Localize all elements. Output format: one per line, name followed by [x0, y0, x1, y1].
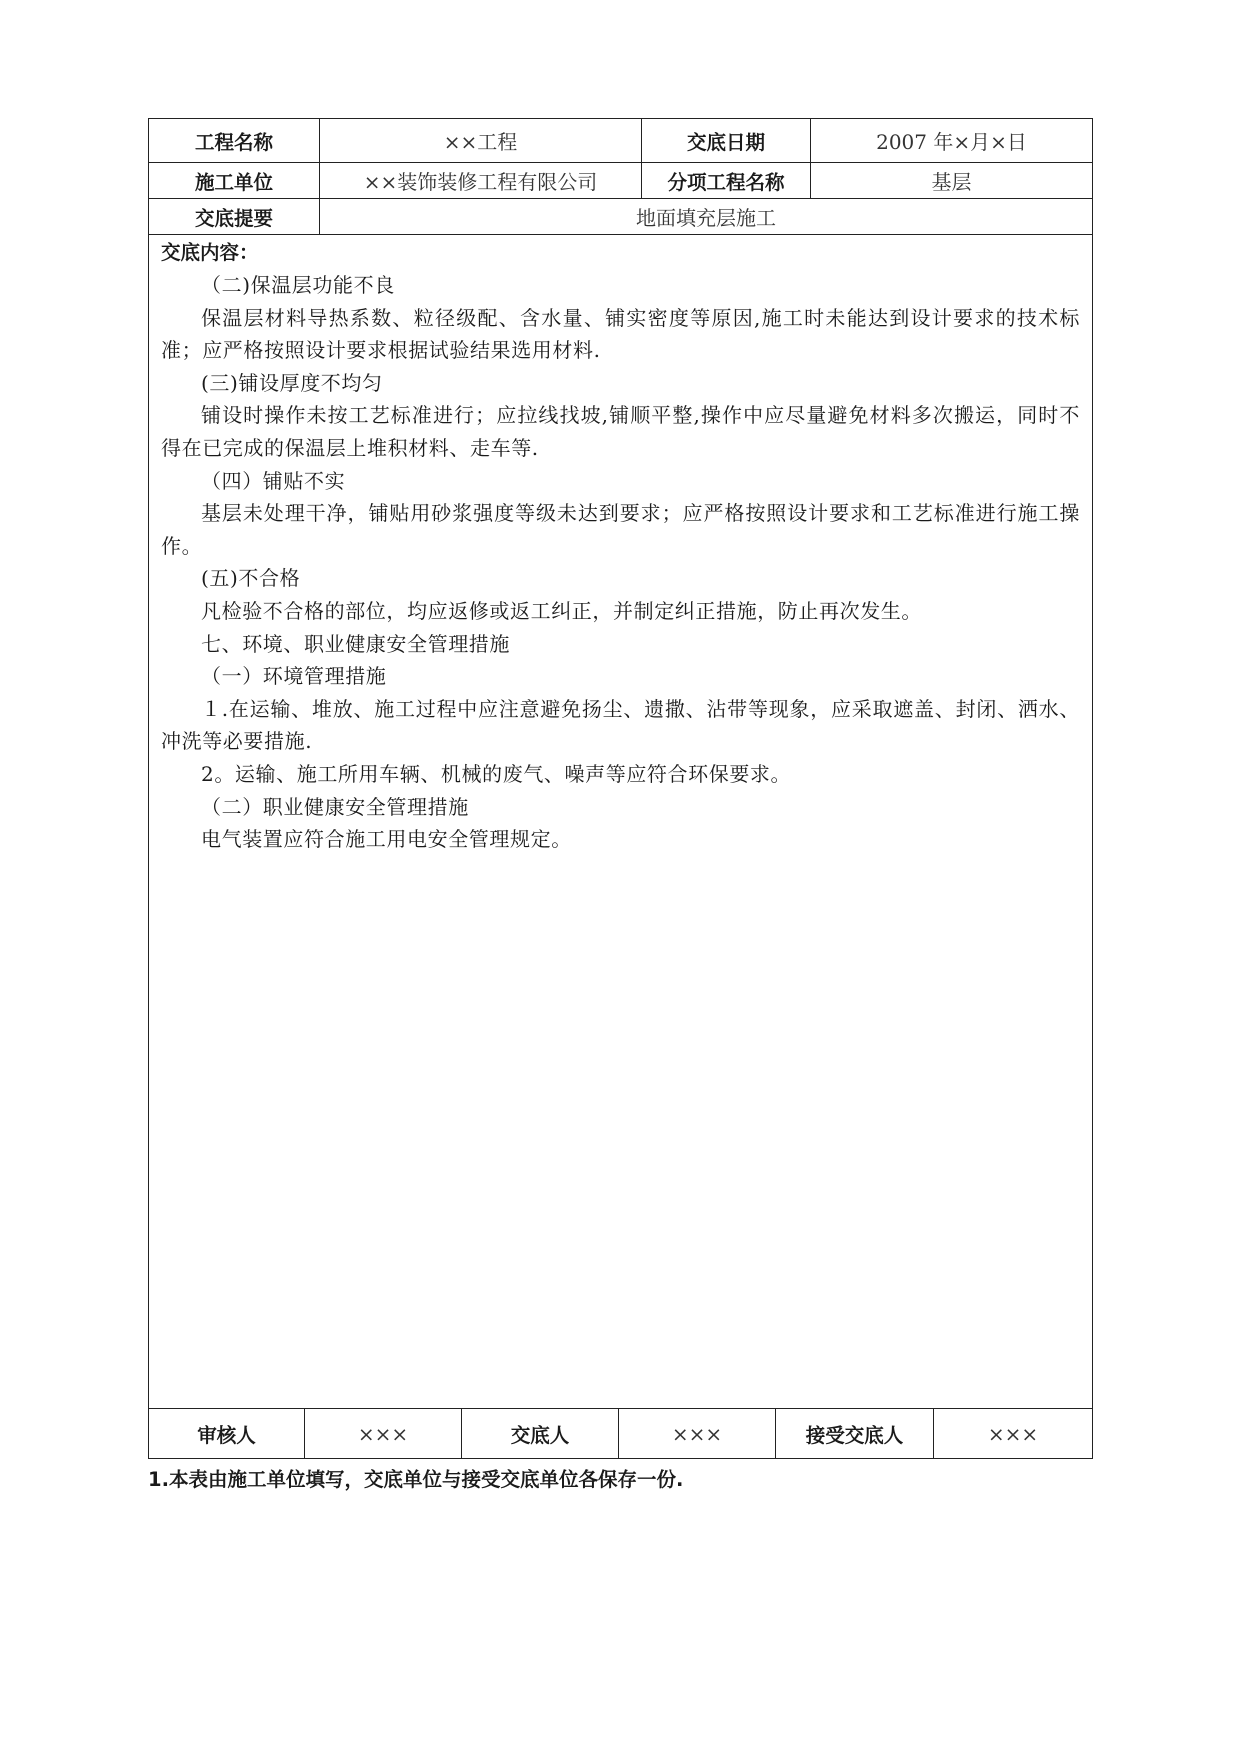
reviewer-label: 审核人	[149, 1409, 305, 1458]
summary-value: 地面填充层施工	[636, 206, 776, 230]
discloser-label: 交底人	[462, 1409, 619, 1458]
content-paragraph: １.在运输、堆放、施工过程中应注意避免扬尘、遗撒、沾带等现象，应采取遮盖、封闭、洒水、冲洗等必要措施.	[161, 696, 1080, 754]
content-paragraph: （二)保温层功能不良	[201, 273, 395, 297]
summary-label: 交底提要	[149, 199, 320, 234]
date-label: 交底日期	[642, 119, 811, 162]
project-name-label: 工程名称	[149, 119, 320, 162]
header-row-3	[149, 199, 1092, 235]
content-paragraph: （四）铺贴不实	[201, 468, 346, 493]
content-paragraph: 保温层材料导热系数、粒径级配、含水量、铺实密度等原因,施工时未能达到设计要求的技术标准；应严格按照设计要求根据试验结果选用材料.	[161, 305, 1080, 363]
content-paragraph: （一）环境管理措施	[201, 664, 387, 689]
content-paragraph: 凡检验不合格的部位，均应返修或返工纠正，并制定纠正措施，防止再次发生。	[201, 598, 922, 623]
content-paragraph: 七、环境、职业健康安全管理措施	[201, 631, 510, 656]
signature-row	[149, 1408, 1092, 1458]
subproject-value: 基层	[931, 170, 972, 194]
disclosure-form-table	[148, 118, 1093, 1459]
reviewer-value: ×××	[305, 1409, 462, 1458]
content-paragraph: 铺设时操作未按工艺标准进行；应拉线找坡,铺顺平整,操作中应尽量避免材料多次搬运，同时不得在已完成的保温层上堆积材料、走车等.	[161, 403, 1080, 460]
header-row-2	[149, 163, 1092, 199]
construction-unit-value: ××装饰装修工程有限公司	[320, 163, 642, 198]
content-paragraph: 电气装置应符合施工用电安全管理规定。	[201, 827, 572, 852]
content-paragraph: 2。运输、施工所用车辆、机械的废气、噪声等应符合环保要求。	[201, 761, 792, 786]
date-value: 2007 年×月×日	[876, 130, 1027, 154]
content-paragraph: (三)铺设厚度不均匀	[201, 370, 383, 395]
footnote: 1.本表由施工单位填写，交底单位与接受交底单位各保存一份.	[148, 1468, 684, 1491]
content-title: 交底内容：	[161, 241, 259, 264]
receiver-label: 接受交底人	[776, 1409, 934, 1458]
content-paragraph: 基层未处理干净，铺贴用砂浆强度等级未达到要求；应严格按照设计要求和工艺标准进行施工操作。	[161, 501, 1080, 558]
subproject-label: 分项工程名称	[642, 163, 811, 198]
construction-unit-label: 施工单位	[149, 163, 320, 198]
header-row-1	[149, 119, 1092, 163]
disclosure-content	[149, 237, 1092, 1527]
content-paragraph: (五)不合格	[201, 566, 301, 591]
receiver-value: ×××	[987, 1421, 1039, 1446]
discloser-value: ×××	[619, 1409, 776, 1458]
content-paragraph: （二）职业健康安全管理措施	[201, 794, 469, 819]
project-name-value: ××工程	[320, 119, 642, 162]
